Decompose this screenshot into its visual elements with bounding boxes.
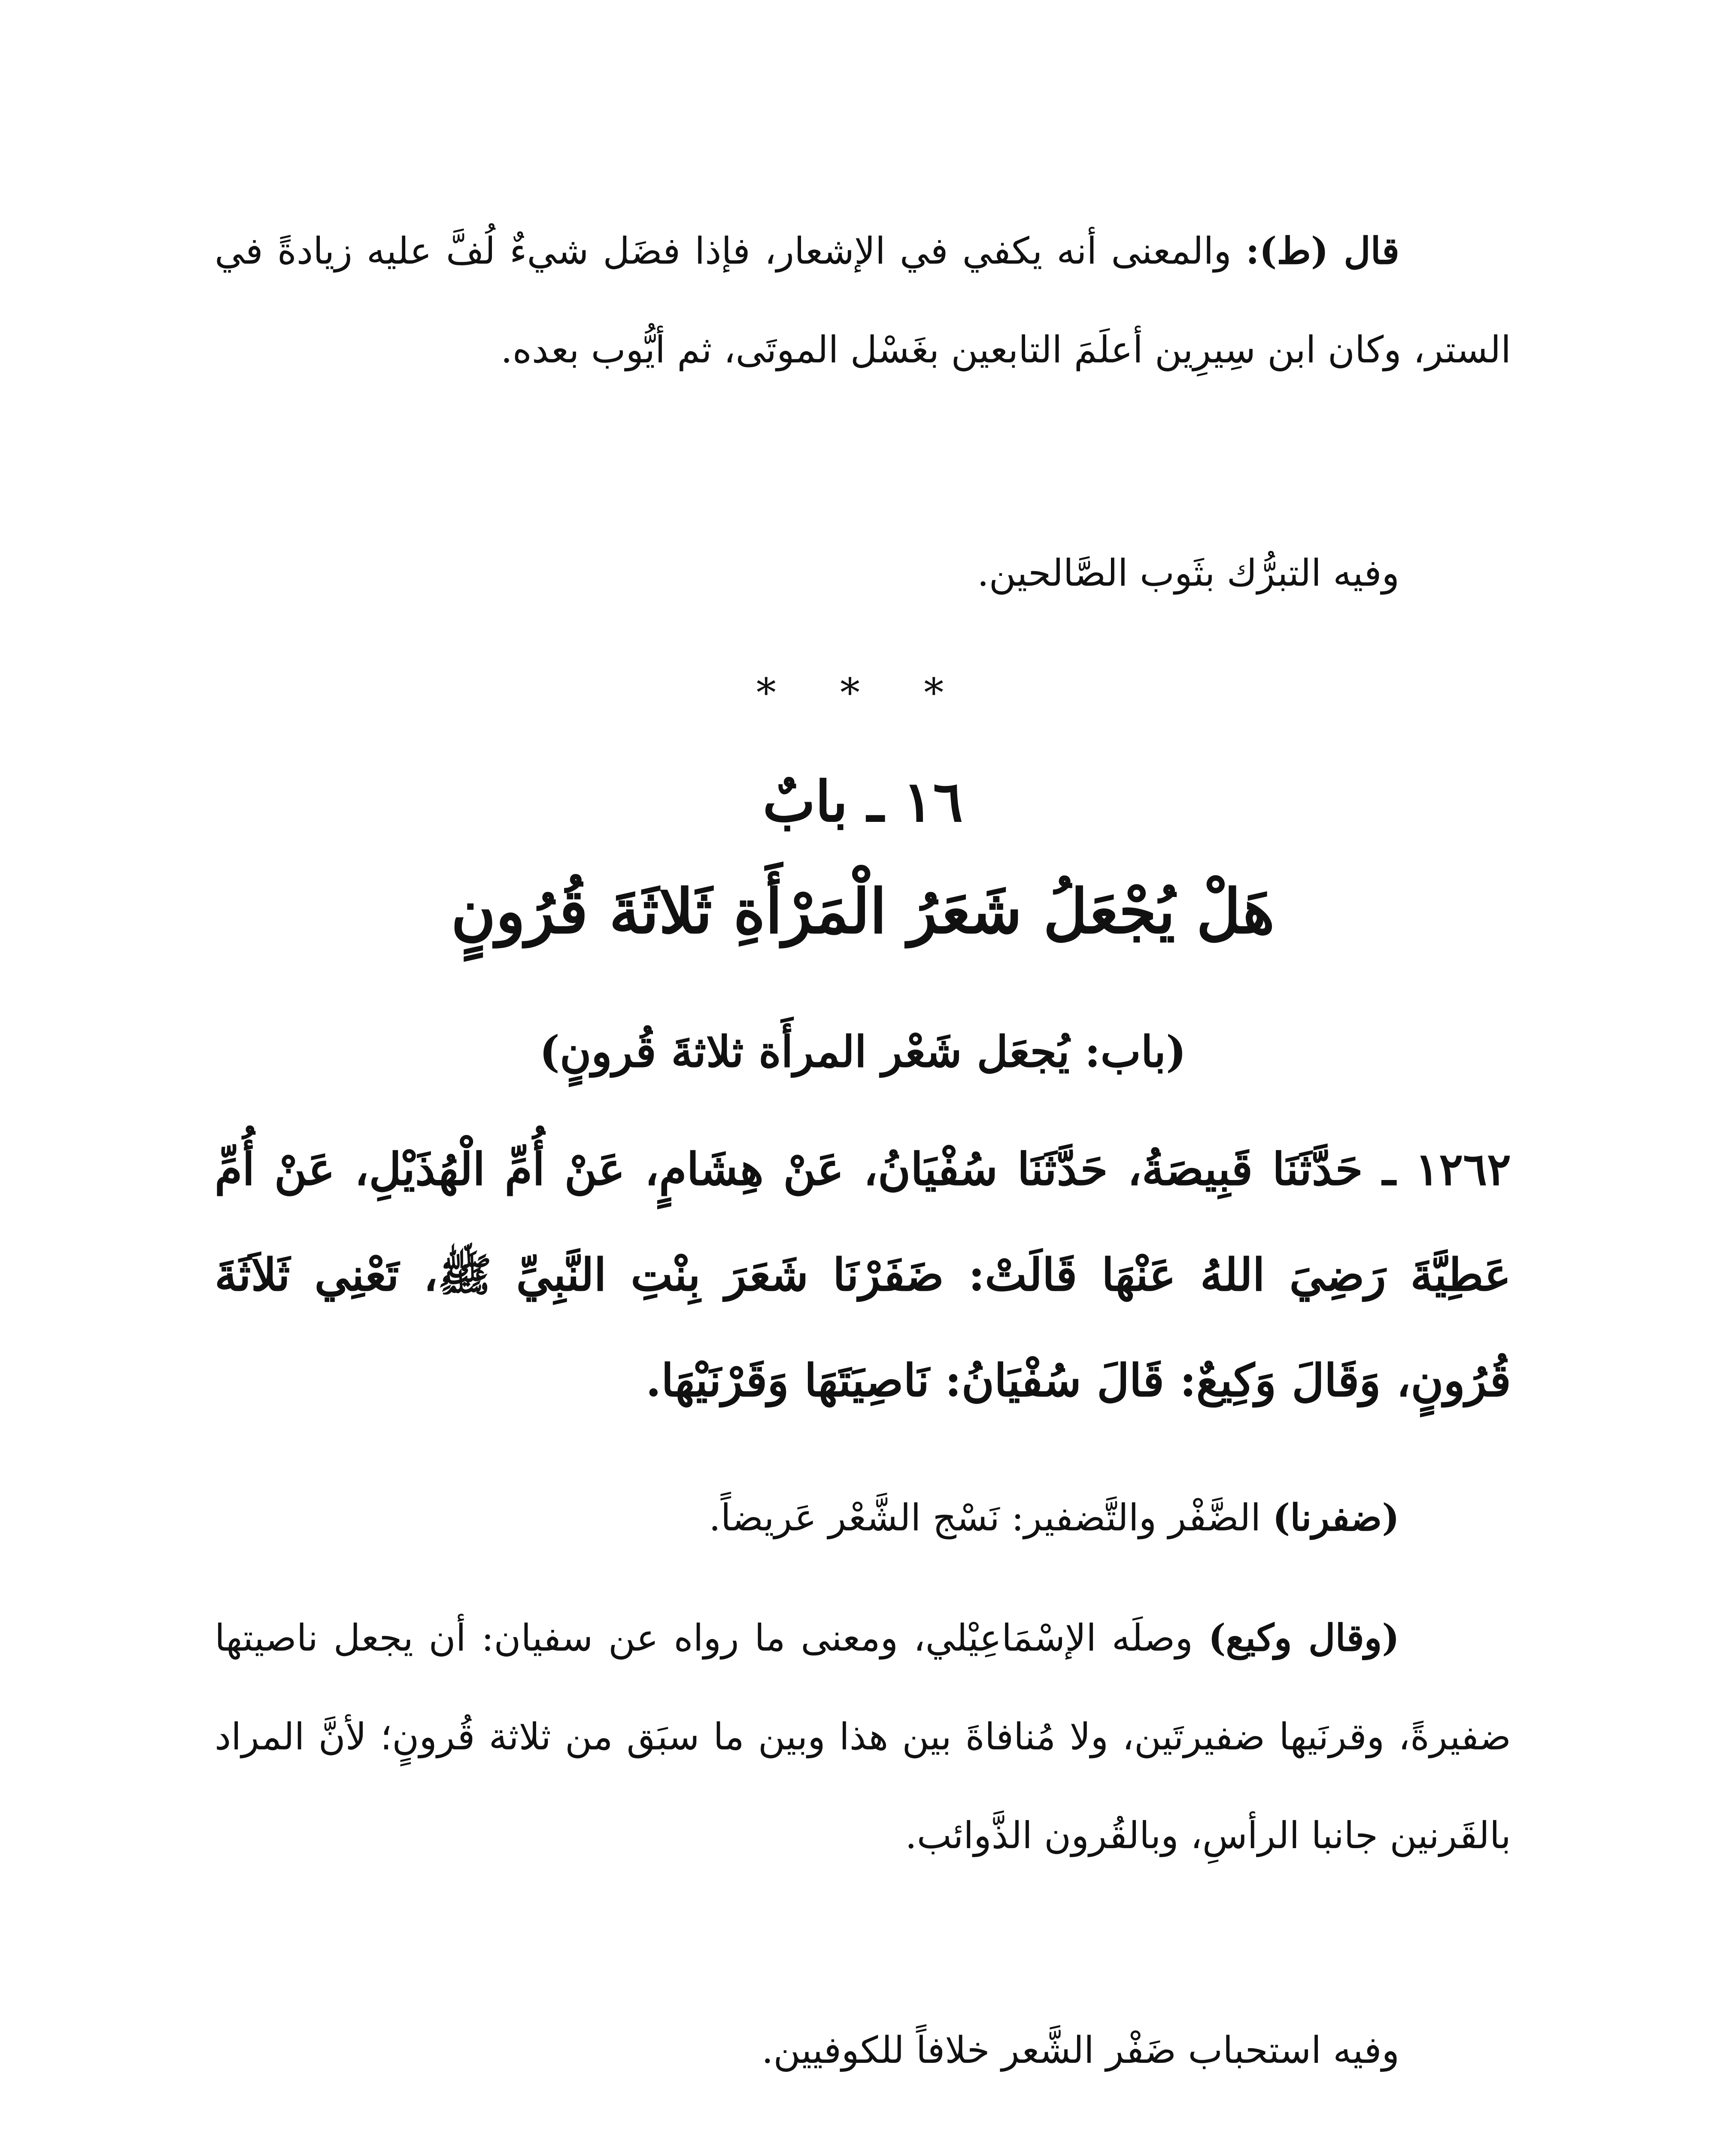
- commentary-text-3: وفيه استحباب ضَفْر الشَّعر خلافاً للكوفيين.: [762, 2029, 1399, 2072]
- chapter-quoted-heading: (باب: يُجعَل شَعْر المرأَة ثلاثةَ قُرونٍ): [539, 1026, 1187, 1077]
- commentary-paragraph-2: [215, 1589, 1511, 1885]
- commentary-paragraph-3: [215, 2001, 1511, 2100]
- intro-text: [215, 202, 1511, 399]
- intro-benefit: وفيه التبرُّك بثَوب الصَّالحين.: [977, 552, 1399, 595]
- intro-benefit-paragraph: [215, 524, 1511, 623]
- hadith-block: [215, 1116, 1511, 1433]
- chapter-title: هَلْ يُجْعَلُ شَعَرُ الْمَرْأَةِ ثَلاثَةَ قُرُونٍ: [451, 876, 1275, 947]
- chapter-number: ١٦ ـ بابٌ: [762, 769, 963, 834]
- commentary-body-2: وصلَه الإسْمَاعِيْلي، ومعنى ما رواه عن سفيان: أن يجعل ناصيتها ضفيرةً، وقرنَيها ضفيرتَين، ولا مُنافاةَ بين هذا وبين ما سبَق من ثلاثة قُرونٍ؛ لأنَّ المراد بالقَرنين جانبا الرأسِ، وبالقُرون الذَّوائب.: [215, 1617, 1511, 1857]
- commentary-text-1: [215, 1469, 1511, 1567]
- commentary-lead-2: (وقال وكيع): [1208, 1616, 1399, 1660]
- separator-top: * * *: [756, 670, 970, 716]
- commentary-lead-1: (ضفرنا): [1272, 1496, 1399, 1539]
- intro-paragraph: [215, 202, 1511, 399]
- hadith-text: ١٢٦٢ ـ حَدَّثَنَا قَبِيصَةُ، حَدَّثَنَا سُفْيَانُ، عَنْ هِشَامٍ، عَنْ أُمِّ الْهُذَيْلِ، عَنْ أُمِّ عَطِيَّةَ رَضِيَ اللهُ عَنْهَا قَالَتْ: ضَفَرْنَا شَعَرَ بِنْتِ النَّبِيِّ ﷺ، تَعْنِي ثَلاَثَةَ قُرُونٍ، وَقَالَ وَكِيعٌ: قَالَ سُفْيَانُ: نَاصِيَتَهَا وَقَرْنَيْهَا.: [215, 1143, 1511, 1407]
- intro-lead: قال (ط):: [1245, 229, 1399, 273]
- commentary-text-2: [215, 1589, 1511, 1885]
- intro-body: والمعنى أنه يكفي في الإشعار، فإذا فضَل شيءٌ لُفَّ عليه زيادةً في الستر، وكان ابن سِيرِين أعلَمَ التابعين بغَسْل الموتَى، ثم أيُّوب بعده.: [215, 230, 1511, 371]
- commentary-body-1: الضَّفْر والتَّضفير: نَسْج الشَّعْر عَريضاً.: [709, 1496, 1273, 1539]
- commentary-paragraph-1: [215, 1469, 1511, 1567]
